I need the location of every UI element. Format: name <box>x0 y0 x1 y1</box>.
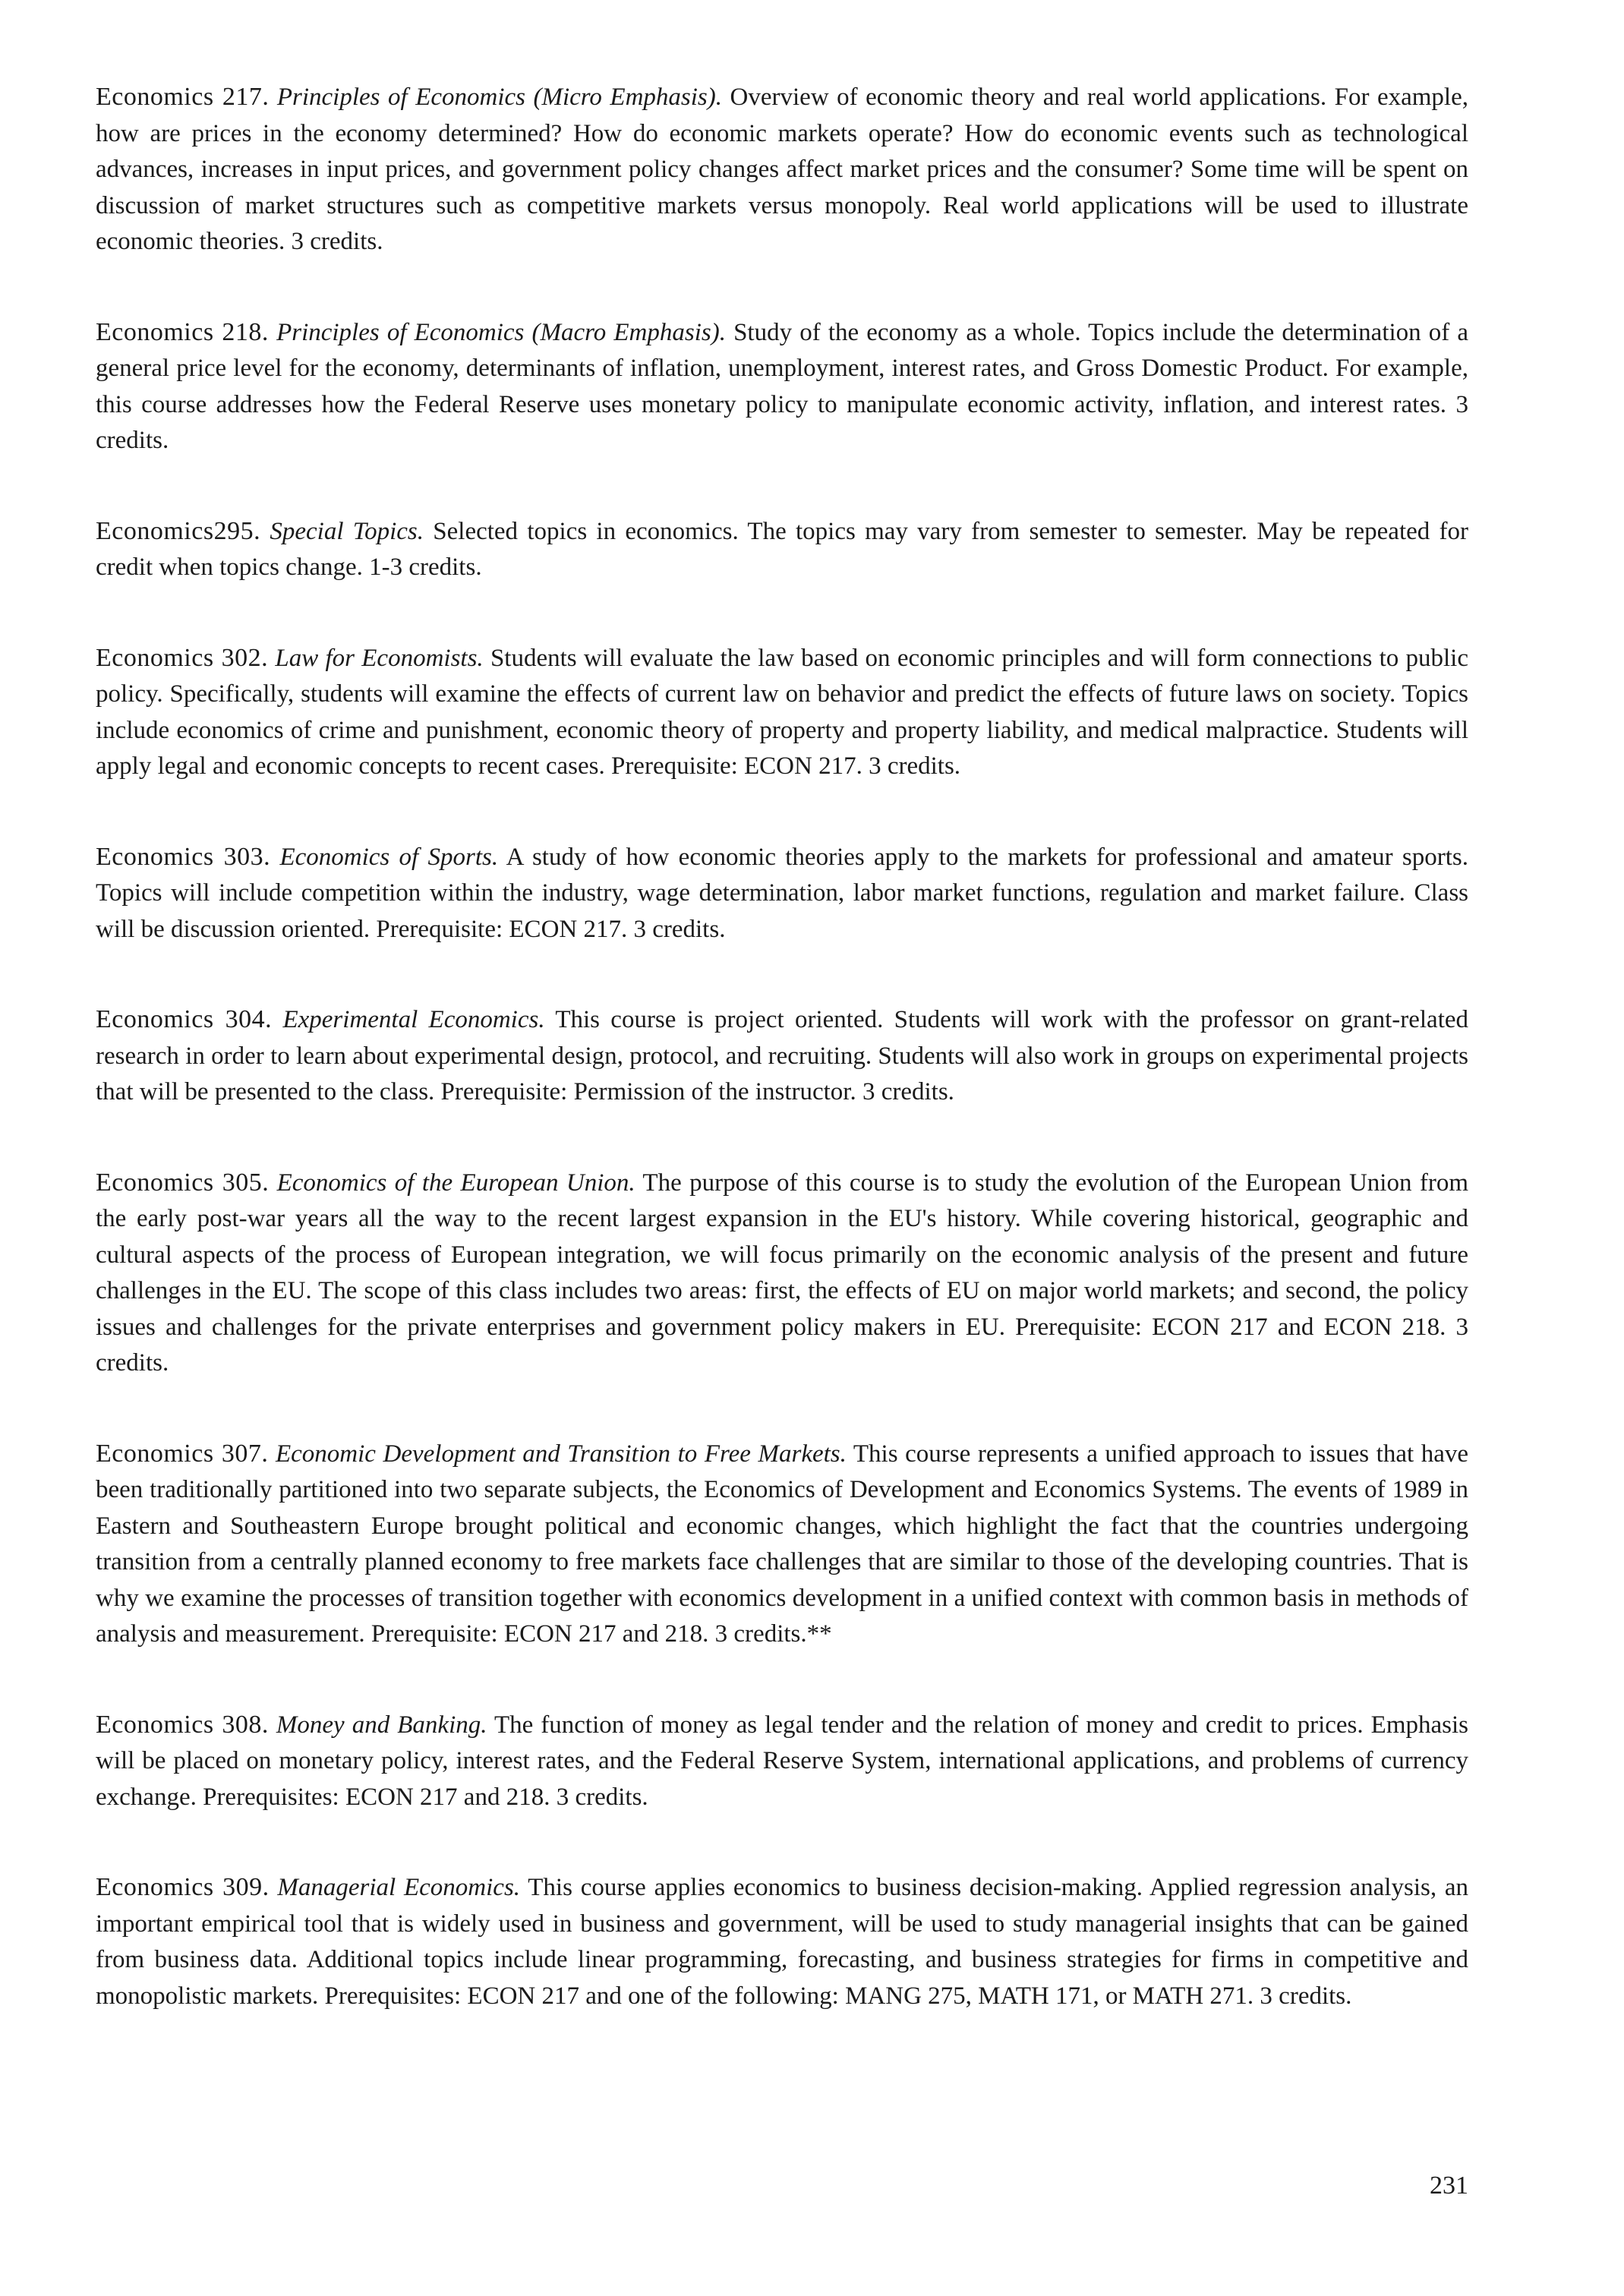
course-catalog-page <box>96 79 1468 2068</box>
course-title: Economics of Sports. <box>279 843 499 871</box>
course-entry-econ-304 <box>96 1001 1468 1111</box>
course-description: A study of how economic theories apply to the markets for professional and amateur sports. Topics will include competition within the industry, wage determination, labor market functions, regulation and market failure. Class will be discussion oriented. Prerequisite: ECON 217. 3 credits. <box>96 843 1469 943</box>
course-paragraph <box>96 640 1468 785</box>
course-description: This course is project oriented. Students will work with the professor on grant-related research in order to learn about experimental design, protocol, and recruiting. Students will also work in groups on experimental projects that will be presented to the class. Prerequisite: Permission of the instructor. 3 credits. <box>96 1006 1469 1105</box>
course-description: Students will evaluate the law based on economic principles and will form connections to public policy. Specifically, students will examine the effects of current law on behavior and predict the effects of future laws on society. Topics include economics of crime and punishment, economic theory of property and property liability, and medical malpractice. Students will apply legal and economic concepts to recent cases. Prerequisite: ECON 217. 3 credits. <box>96 644 1468 780</box>
course-title: Money and Banking. <box>276 1711 487 1739</box>
course-entry-econ-302 <box>96 640 1468 785</box>
course-paragraph <box>96 1001 1468 1111</box>
course-description: This course represents a unified approach to issues that have been traditionally partitioned into two separate subjects, the Economics of Development and Economics Systems. The events of 1989 in Eastern and Southeastern Europe brought political and economic changes, which highlight the fact that the countries undergoing transition from a centrally planned economy to free markets face challenges that are similar to those of the developing countries. That is why we examine the processes of transition together with economics development in a unified context with common basis in methods of analysis and measurement. Prerequisite: ECON 217 and 218. 3 credits.** <box>96 1440 1469 1648</box>
course-description: Study of the economy as a whole. Topics include the determination of a general price level for the economy, determinants of inflation, unemployment, interest rates, and Gross Domestic Product. For example, this course addresses how the Federal Reserve uses monetary policy to manipulate economic activity, inflation, and interest rates. 3 credits. <box>96 318 1469 454</box>
page-number: 231 <box>1430 2171 1468 2200</box>
course-title: Experimental Economics. <box>282 1006 545 1033</box>
course-entry-econ-308 <box>96 1707 1468 1816</box>
course-paragraph <box>96 1869 1468 2014</box>
course-title: Managerial Economics. <box>277 1874 521 1901</box>
course-title: Special Topics. <box>270 517 424 545</box>
course-title: Law for Economists. <box>275 644 484 672</box>
course-title: Economic Development and Transition to Free Markets. <box>276 1440 847 1468</box>
course-entry-econ-305 <box>96 1165 1468 1382</box>
course-code: Economics 307. <box>96 1439 269 1468</box>
course-description: The purpose of this course is to study the evolution of the European Union from the early post-war years all the way to the recent largest expansion in the EU's history. While covering historical, geographic and cultural aspects of the process of European integration, we will focus primarily on the economic analysis of the present and future challenges in the EU. The scope of this class includes two areas: first, the effects of EU on major world markets; and second, the policy issues and challenges for the private enterprises and government policy makers in EU. Prerequisite: ECON 217 and ECON 218. 3 credits. <box>96 1168 1468 1377</box>
course-title: Principles of Economics (Macro Emphasis). <box>276 318 726 346</box>
course-entry-econ-217 <box>96 79 1468 260</box>
course-description: Selected topics in economics. The topics may vary from semester to semester. May be repeated for credit when topics change. 1-3 credits. <box>96 517 1469 581</box>
course-entry-econ-295 <box>96 513 1468 586</box>
course-paragraph <box>96 839 1468 948</box>
course-paragraph <box>96 314 1468 459</box>
course-code: Economics 217. <box>96 83 270 111</box>
course-entry-econ-309 <box>96 1869 1468 2014</box>
course-paragraph <box>96 1436 1468 1653</box>
course-title: Principles of Economics (Micro Emphasis). <box>276 84 723 111</box>
course-paragraph <box>96 79 1468 260</box>
course-code: Economics 218. <box>96 317 269 346</box>
course-code: Economics 304. <box>96 1005 273 1033</box>
course-paragraph <box>96 513 1468 586</box>
course-entry-econ-307 <box>96 1436 1468 1653</box>
course-description: This course applies economics to business decision-making. Applied regression analysis, an important empirical tool that is widely used in business and government, will be used to study managerial insights that can be gained from business data. Additional topics include linear programming, forecasting, and business strategies for firms in competitive and monopolistic markets. Prerequisites: ECON 217 and one of the following: MANG 275, MATH 171, or MATH 271. 3 credits. <box>96 1874 1469 2010</box>
course-entry-econ-218 <box>96 314 1468 459</box>
course-description: Overview of economic theory and real world applications. For example, how are prices in the economy determined? How do economic markets operate? How do economic events such as technological advances, increases in input prices, and government policy changes affect market prices and the consumer? Some time will be spent on discussion of market structures such as competitive markets versus monopoly. Real world applications will be used to illustrate economic theories. 3 credits. <box>96 84 1468 255</box>
course-title: Economics of the European Union. <box>276 1168 635 1197</box>
course-paragraph <box>96 1165 1468 1382</box>
course-code: Economics 302. <box>96 643 269 672</box>
course-code: Economics 305. <box>96 1168 270 1197</box>
course-code: Economics 309. <box>96 1873 270 1901</box>
course-paragraph <box>96 1707 1468 1816</box>
course-code: Economics295. <box>96 516 261 545</box>
course-code: Economics 308. <box>96 1710 269 1739</box>
course-entry-econ-303 <box>96 839 1468 948</box>
course-code: Economics 303. <box>96 842 271 871</box>
course-description: The function of money as legal tender and the relation of money and credit to prices. Emphasis will be placed on monetary policy, interest rates, and the Federal Reserve System, international applications, and problems of currency exchange. Prerequisites: ECON 217 and 218. 3 credits. <box>96 1711 1469 1811</box>
